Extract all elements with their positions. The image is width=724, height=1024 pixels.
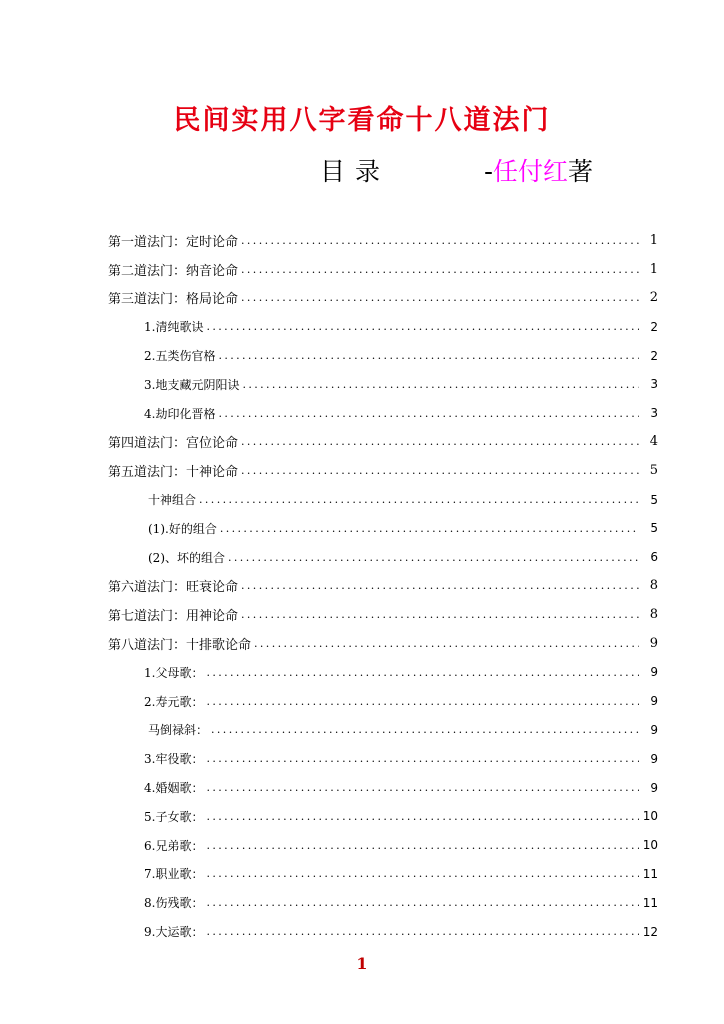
toc-entry-title: 马倒禄斜：: [148, 723, 209, 738]
toc-leader-dots: [242, 378, 639, 391]
author-dash: -: [484, 157, 494, 186]
toc-entry-page: 2: [650, 319, 658, 334]
toc-leader-dots: [211, 723, 639, 736]
toc-entry[interactable]: [108, 226, 658, 255]
toc-entry[interactable]: [108, 888, 658, 917]
toc-entry-title: 第五道法门：十神论命: [108, 465, 239, 481]
table-of-contents: [108, 226, 658, 946]
toc-leader-dots: [206, 867, 639, 880]
toc-entry[interactable]: [108, 572, 658, 601]
toc-entry-title: 7.职业歌：: [144, 867, 204, 882]
toc-entry-title: 4.劫印化晋格: [144, 406, 216, 421]
toc-entry-page: 9: [650, 780, 658, 795]
toc-leader-dots: [218, 349, 639, 362]
toc-leader-dots: [206, 695, 639, 708]
toc-entry[interactable]: [108, 456, 658, 485]
toc-entry-page: 6: [650, 550, 658, 565]
toc-entry-page: 1: [649, 232, 658, 248]
toc-entry[interactable]: [108, 744, 658, 773]
toc-entry-page: 2: [650, 348, 658, 363]
toc-entry-title: 第一道法门：定时论命: [108, 234, 239, 250]
toc-entry-page: 11: [642, 895, 658, 910]
toc-entry[interactable]: [108, 485, 658, 514]
toc-entry-title: 3.地支藏元阴阳诀: [144, 377, 240, 392]
toc-leader-dots: [206, 781, 639, 794]
toc-leader-dots: [206, 320, 639, 333]
toc-entry-page: 5: [649, 463, 658, 479]
toc-leader-dots: [206, 666, 639, 679]
toc-entry[interactable]: [108, 802, 658, 831]
toc-entry-page: 10: [642, 809, 658, 824]
toc-leader-dots: [218, 407, 639, 420]
toc-entry[interactable]: [108, 370, 658, 399]
toc-leader-dots: [206, 752, 639, 765]
toc-entry-title: (2)、坏的组合: [148, 550, 225, 565]
toc-leader-dots: [206, 810, 639, 823]
toc-entry-title: 6.兄弟歌：: [144, 838, 204, 853]
toc-entry-page: 3: [650, 377, 658, 392]
toc-leader-dots: [206, 839, 639, 852]
toc-leader-dots: [199, 493, 639, 506]
toc-leader-dots: [228, 551, 639, 564]
toc-entry-title: 十神组合: [148, 493, 197, 508]
toc-entry[interactable]: [108, 341, 658, 370]
toc-leader-dots: [241, 263, 639, 276]
toc-entry[interactable]: [108, 284, 658, 313]
toc-entry-page: 1: [649, 261, 658, 277]
toc-entry-title: (1).好的组合: [148, 521, 217, 536]
toc-entry-page: 9: [650, 665, 658, 680]
toc-entry-title: 3.牢役歌：: [144, 752, 204, 767]
toc-entry-title: 第二道法门：纳音论命: [108, 263, 239, 279]
toc-entry-title: 第六道法门：旺衰论命: [108, 580, 239, 596]
toc-entry-page: 10: [642, 838, 658, 853]
author-name: 任付红: [493, 157, 569, 186]
toc-entry[interactable]: [108, 658, 658, 687]
toc-entry-page: 11: [642, 866, 658, 881]
author-suffix: 著: [568, 157, 594, 186]
toc-entry-page: 4: [649, 434, 658, 450]
toc-entry-title: 1.清纯歌诀: [144, 320, 204, 335]
toc-leader-dots: [220, 522, 639, 535]
toc-entry-page: 9: [649, 636, 658, 652]
toc-entry-page: 3: [650, 406, 658, 421]
toc-leader-dots: [206, 896, 639, 909]
toc-entry-title: 第四道法门：宫位论命: [108, 436, 239, 452]
toc-entry[interactable]: [108, 543, 658, 572]
toc-heading: 目录: [320, 157, 391, 186]
toc-entry[interactable]: [108, 773, 658, 802]
toc-entry-page: 8: [649, 607, 658, 623]
toc-entry[interactable]: [108, 399, 658, 428]
toc-entry-title: 2.寿元歌：: [144, 694, 204, 709]
toc-leader-dots: [206, 925, 639, 938]
toc-entry[interactable]: [108, 687, 658, 716]
toc-entry-title: 5.子女歌：: [144, 809, 204, 824]
toc-entry[interactable]: [108, 917, 658, 946]
subtitle: [0, 150, 724, 190]
toc-leader-dots: [241, 234, 639, 247]
toc-entry[interactable]: [108, 860, 658, 889]
toc-entry-title: 第三道法门：格局论命: [108, 292, 239, 308]
toc-leader-dots: [241, 291, 639, 304]
toc-entry-page: 12: [642, 924, 658, 939]
page-number: 1: [356, 954, 368, 973]
toc-entry-title: 第八道法门：十排歌论命: [108, 638, 252, 654]
toc-entry[interactable]: [108, 600, 658, 629]
toc-leader-dots: [241, 464, 639, 477]
toc-entry-page: 9: [650, 722, 658, 737]
toc-entry-page: 9: [650, 751, 658, 766]
toc-entry-title: 第七道法门：用神论命: [108, 609, 239, 625]
document-title: 民间实用八字看命十八道法门: [173, 105, 551, 136]
toc-entry[interactable]: [108, 312, 658, 341]
toc-entry[interactable]: [108, 629, 658, 658]
toc-entry-title: 2.五类伤官格: [144, 349, 216, 364]
toc-entry[interactable]: [108, 514, 658, 543]
toc-entry-title: 9.大运歌：: [144, 925, 204, 940]
toc-entry-title: 8.伤残歌：: [144, 896, 204, 911]
toc-leader-dots: [241, 579, 639, 592]
toc-entry-page: 8: [649, 578, 658, 594]
toc-entry-page: 2: [649, 290, 658, 306]
toc-entry[interactable]: [108, 716, 658, 745]
toc-entry[interactable]: [108, 428, 658, 457]
toc-leader-dots: [254, 637, 639, 650]
toc-entry[interactable]: [108, 255, 658, 284]
toc-entry-page: 9: [650, 694, 658, 709]
toc-entry-page: 5: [650, 492, 658, 507]
toc-leader-dots: [241, 435, 639, 448]
toc-leader-dots: [241, 608, 639, 621]
author-line: [484, 152, 593, 188]
toc-entry-page: 5: [650, 521, 658, 536]
toc-entry[interactable]: [108, 831, 658, 860]
toc-entry-title: 1.父母歌：: [144, 665, 204, 680]
toc-entry-title: 4.婚姻歌：: [144, 781, 204, 796]
